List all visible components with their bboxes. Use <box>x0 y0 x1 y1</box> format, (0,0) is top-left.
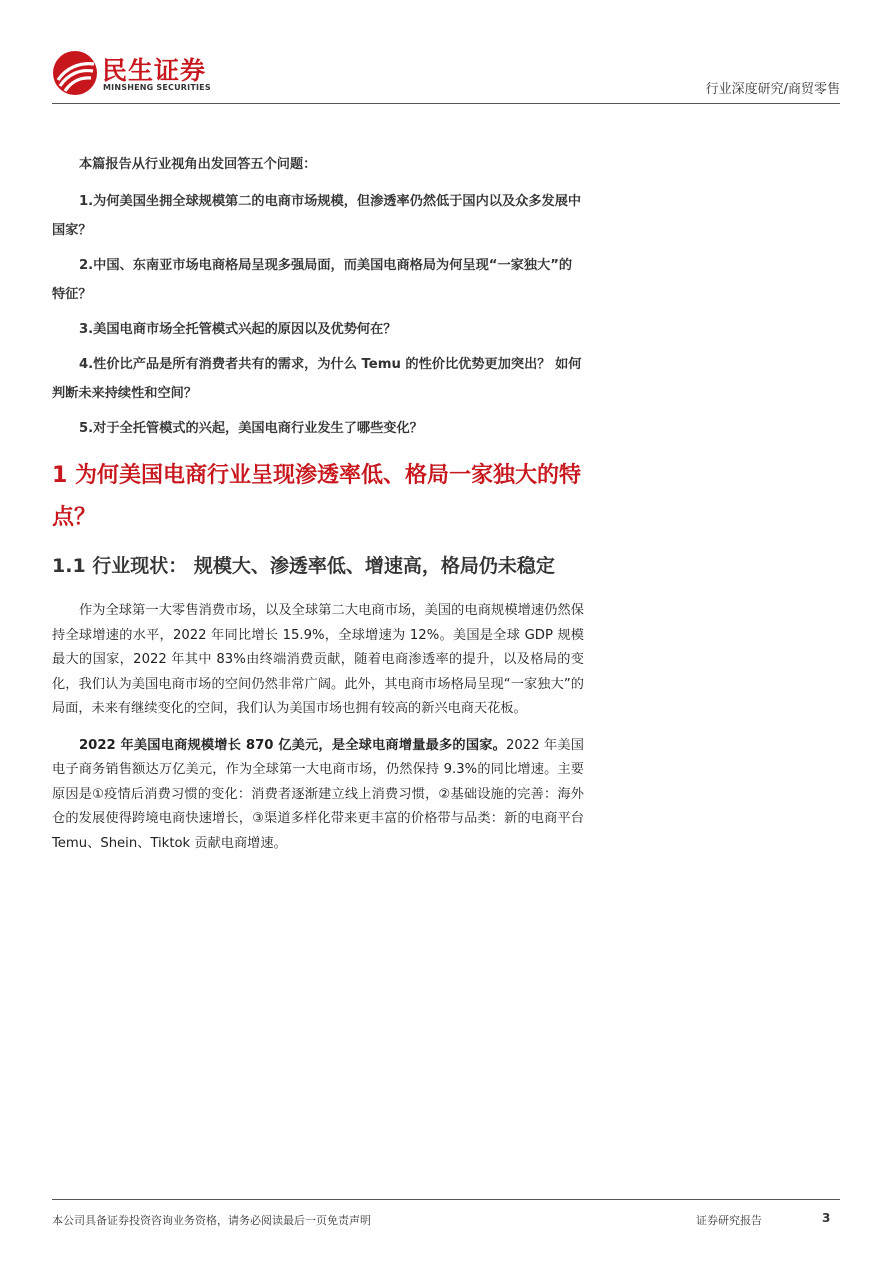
logo-chinese-name: 民生证券 <box>102 56 207 85</box>
body-paragraph <box>52 734 584 857</box>
logo-english-name: MINSHENG SECURITIES <box>103 83 211 92</box>
page-number: 3 <box>822 1211 831 1225</box>
footer-disclaimer: 本公司具备证券投资咨询业务资格，请务必阅读最后一页免责声明 <box>52 1214 371 1227</box>
body-paragraph: 作为全球第一大零售消费市场，以及全球第二大电商市场，美国的电商规模增速仍然保持全球增速的水平，2022 年同比增长 15.9%，全球增速为 12%。美国是全球 GDP 规模最大的国家，2022 年其中 83%由终端消费贡献，随着电商渗透率的提升，以及格局的变化，我们认为美国电商市场的空间仍然非常广阔。此外，其电商市场格局呈现“一家独大”的局面，未来有继续变化的空间，我们认为美国市场也拥有较高的新兴电商天花板。 <box>52 603 584 716</box>
question-item: 1.为何美国坐拥全球规模第二的电商市场规模，但渗透率仍然低于国内以及众多发展中国家？ <box>52 194 582 238</box>
page-header <box>52 50 840 102</box>
header-divider <box>52 103 840 104</box>
minsheng-logo-icon <box>52 50 98 96</box>
question-item: 4.性价比产品是所有消费者共有的需求，为什么 Temu 的性价比优势更加突出？ 如何判断未来持续性和空间？ <box>52 357 582 401</box>
footer-divider <box>52 1199 840 1200</box>
footer-report-type: 证券研究报告 <box>696 1214 762 1227</box>
main-content <box>52 150 584 868</box>
questions-intro: 本篇报告从行业视角出发回答五个问题： <box>79 157 317 172</box>
paragraph-lead-bold: 2022 年美国电商规模增长 870 亿美元，是全球电商增量最多的国家。 <box>79 737 507 753</box>
section-heading-1-1: 1.1 行业现状： 规模大、渗透率低、增速高，格局仍未稳定 <box>52 555 555 577</box>
section-heading-1: 1 为何美国电商行业呈现渗透率低、格局一家独大的特点？ <box>52 463 581 530</box>
question-item: 5.对于全托管模式的兴起，美国电商行业发生了哪些变化？ <box>79 421 423 436</box>
report-category: 行业深度研究/商贸零售 <box>705 82 840 97</box>
question-item: 2.中国、东南亚市场电商格局呈现多强局面，而美国电商格局为何呈现“一家独大”的特征？ <box>52 258 573 302</box>
question-item: 3.美国电商市场全托管模式兴起的原因以及优势何在？ <box>79 322 397 337</box>
paragraph-text: 2022 年美国电子商务销售额达万亿美元，作为全球第一大电商市场，仍然保持 9.3%的同比增速。主要原因是①疫情后消费习惯的变化：消费者逐渐建立线上消费习惯，②基础设施的完善：海外仓的发展使得跨境电商快速增长，③渠道多样化带来更丰富的价格带与品类：新的电商平台 Temu、Shein、Tiktok 贡献电商增速。 <box>52 737 584 851</box>
